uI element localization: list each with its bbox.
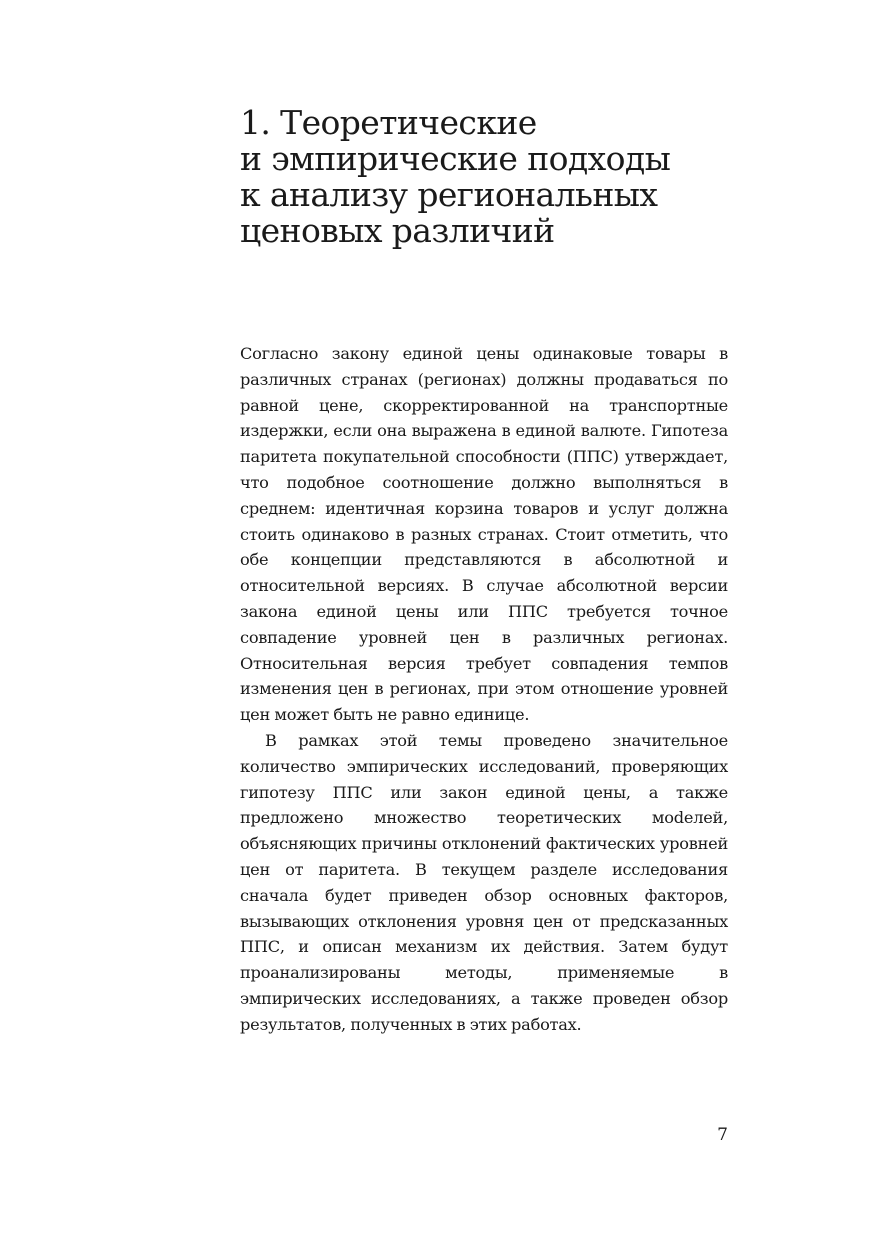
chapter-title-line: к анализу региональных — [240, 175, 658, 214]
chapter-title-line: ценовых различий — [240, 211, 555, 250]
body-text — [240, 341, 728, 1038]
paragraph-2: В рамках этой темы проведено значительное количество эмпирических исследований, проверяющих гипотезу ППС или закон единой цены, а также предложено множество теоретических моdелей, объясняющих причины отклонений фактических уровней цен от паритета. В текущем разделе исследования сначала будет приведен обзор основных факторов, вызывающих отклонения уровня цен от предсказанных ППС, и описан механизм их действия. Затем будут проанализированы методы, применяемые в эмпирических исследованиях, а также проведен обзор результатов, полученных в этих работах. — [240, 730, 728, 1034]
chapter-title — [240, 105, 740, 249]
page-number: 7 — [717, 1125, 728, 1145]
chapter-title-line: и эмпирические подходы — [240, 139, 671, 178]
chapter-title-line: 1. Теоретические — [240, 103, 537, 142]
paragraph-1: Согласно закону единой цены одинаковые товары в различных странах (регионах) должны продаваться по равной цене, скорректированной на транспортные издержки, если она выражена в единой валюте. Гипотеза паритета покупательной способности (ППС) утверждает, что подобное соотношение должно выполняться в среднем: идентичная корзина товаров и услуг должна стоить одинаково в разных странах. Стоит отметить, что обе концепции представляются в абсолютной и относительной версиях. В случае абсолютной версии закона единой цены или ППС требуется точное совпадение уровней цен в различных регионах. Относительная версия требует совпадения темпов изменения цен в регионах, при этом отношение уровней цен может быть не равно единице. — [240, 344, 728, 725]
